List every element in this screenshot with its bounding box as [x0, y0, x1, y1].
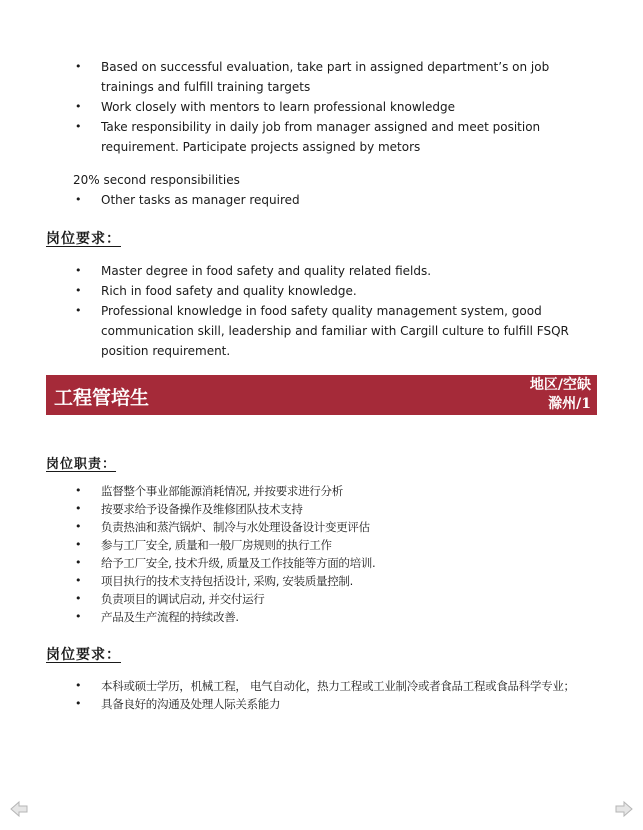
bullet: •	[75, 502, 82, 515]
list-item: • 负责项目的调试启动, 并交付运行	[75, 592, 265, 606]
requirements-heading: 岗位要求：	[46, 231, 121, 247]
bullet: •	[75, 120, 82, 133]
position-meta	[530, 376, 591, 414]
second-responsibility-list	[75, 190, 595, 210]
list-item: • 监督整个事业部能源消耗情况, 并按要求进行分析	[75, 484, 343, 498]
bullet: •	[75, 264, 82, 277]
list-item: • Take responsibility in daily job from manager assigned and meet position requirement. Participate projects assigned by metors	[75, 117, 595, 157]
list-item: • Professional knowledge in food safety quality management system, good communication skill, leadership and familiar with Cargill culture to fulfill FSQR position requirement.	[75, 301, 595, 361]
list-item: • Based on successful evaluation, take part in assigned department’s on job trainings and fulfill training targets	[75, 57, 595, 97]
bullet: •	[75, 284, 82, 297]
responsibility-list	[75, 57, 595, 157]
region-vacancy-value: 滁州/1	[548, 396, 591, 412]
arrow-right-icon	[613, 798, 635, 820]
list-item: • 给予工厂安全, 技术升级, 质量及工作技能等方面的培训.	[75, 556, 376, 570]
list-item: • Rich in food safety and quality knowledge.	[75, 281, 595, 301]
bullet: •	[75, 484, 82, 497]
duties-heading: 岗位职责：	[46, 457, 117, 472]
requirements-list	[75, 261, 595, 361]
list-item: • 产品及生产流程的持续改善.	[75, 610, 239, 624]
bullet: •	[75, 592, 82, 605]
arrow-left-icon	[8, 798, 30, 820]
list-item: • 项目执行的技术支持包括设计, 采购, 安装质量控制.	[75, 574, 353, 588]
bullet: •	[75, 610, 82, 623]
bullet: •	[75, 574, 82, 587]
list-item: • 本科或硕士学历，机械工程， 电气自动化，热力工程或工业制冷或者食品工程或食品科学专业；	[75, 679, 575, 693]
list-item: • 具备良好的沟通及处理人际关系能力	[75, 697, 281, 711]
bullet: •	[75, 697, 82, 710]
prev-page-button[interactable]	[8, 798, 30, 820]
second-responsibilities-label: 20% second responsibilities	[73, 173, 240, 187]
bullet: •	[75, 556, 82, 569]
bullet: •	[75, 60, 82, 73]
list-item: • 参与工厂安全, 质量和一般厂房规则的执行工作	[75, 538, 332, 552]
region-vacancy-label: 地区/空缺	[529, 377, 591, 393]
bullet: •	[75, 538, 82, 551]
list-item: • Work closely with mentors to learn professional knowledge	[75, 97, 595, 117]
bullet: •	[75, 679, 82, 692]
bullet: •	[75, 304, 82, 317]
bullet: •	[75, 520, 82, 533]
list-item: • Master degree in food safety and quality related fields.	[75, 261, 595, 281]
requirements-heading-2: 岗位要求：	[46, 647, 121, 663]
next-page-button[interactable]	[613, 798, 635, 820]
position-title: 工程管培生	[54, 387, 150, 409]
list-item: • Other tasks as manager required	[75, 190, 595, 210]
list-item: • 负责热油和蒸汽锅炉、制冷与水处理设备设计变更评估	[75, 520, 370, 534]
position-banner	[46, 375, 597, 415]
duties-list	[75, 482, 595, 626]
bullet: •	[75, 193, 82, 206]
list-item: • 按要求给予设备操作及维修团队技术支持	[75, 502, 303, 516]
bullet: •	[75, 100, 82, 113]
requirements-list-2	[75, 677, 595, 713]
